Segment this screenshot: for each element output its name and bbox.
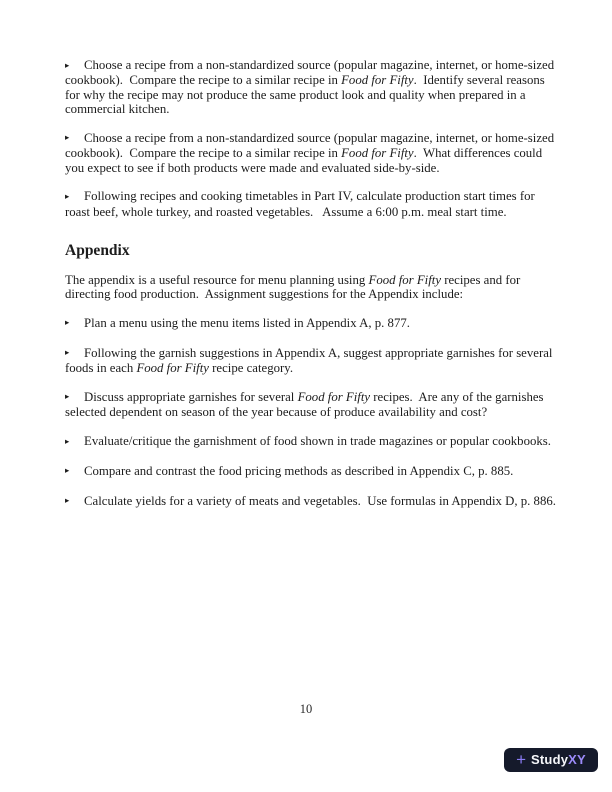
triangle-bullet-icon: ▸ bbox=[65, 59, 70, 70]
text-run: recipes and for directing food production. Assignment suggestions for the Appendix include: bbox=[65, 272, 524, 301]
bullet-item bbox=[65, 494, 562, 509]
text-run: The appendix is a useful resource for menu planning using bbox=[65, 272, 369, 287]
italic-book-title: Food for Fifty bbox=[368, 272, 442, 287]
bullet-item bbox=[65, 58, 562, 116]
triangle-bullet-icon: ▸ bbox=[65, 347, 70, 358]
text-run: Plan a menu using the menu items listed in Appendix A, p. 877. bbox=[84, 315, 410, 330]
plus-icon: + bbox=[516, 749, 527, 769]
appendix-intro-paragraph bbox=[65, 273, 562, 302]
bullet-item bbox=[65, 189, 562, 219]
italic-book-title: Food for Fifty bbox=[136, 360, 209, 375]
bullet-item bbox=[65, 464, 562, 479]
triangle-bullet-icon: ▸ bbox=[65, 391, 70, 402]
triangle-bullet-icon: ▸ bbox=[65, 190, 70, 201]
text-run: Compare and contrast the food pricing methods as described in Appendix C, p. 885. bbox=[84, 463, 514, 478]
text-run: Calculate yields for a variety of meats and vegetables. Use formulas in Appendix D, p. 886. bbox=[84, 493, 556, 508]
italic-book-title: Food for Fifty bbox=[341, 73, 414, 88]
document-content bbox=[65, 58, 562, 524]
logo-text bbox=[531, 751, 586, 769]
text-run: recipe category. bbox=[208, 360, 294, 375]
logo-text-accent: XY bbox=[568, 752, 586, 767]
bullet-item bbox=[65, 434, 562, 449]
triangle-bullet-icon: ▸ bbox=[65, 465, 70, 476]
bullet-item bbox=[65, 131, 562, 175]
assignment-bullet-list bbox=[65, 58, 562, 219]
bullet-item bbox=[65, 390, 562, 420]
bullet-item bbox=[65, 316, 562, 331]
logo-text-primary: Study bbox=[531, 752, 569, 767]
triangle-bullet-icon: ▸ bbox=[65, 435, 70, 446]
italic-book-title: Food for Fifty bbox=[341, 146, 414, 161]
text-run: Choose a recipe from a non-standardized source (popular magazine, internet, or home-sized cookbook). Compare the recipe to a similar recipe in bbox=[65, 58, 558, 88]
text-run: Following the garnish suggestions in Appendix A, suggest appropriate garnishes for several foods in each bbox=[65, 345, 556, 375]
triangle-bullet-icon: ▸ bbox=[65, 317, 70, 328]
text-run: . Identify several reasons for why the recipe may not produce the same product look and quality when prepared in a commercial kitchen. bbox=[65, 73, 548, 117]
triangle-bullet-icon: ▸ bbox=[65, 132, 70, 143]
italic-book-title: Food for Fifty bbox=[297, 389, 371, 404]
text-run: Choose a recipe from a non-standardized source (popular magazine, internet, or home-sized cookbook). Compare the recipe to a similar recipe in bbox=[65, 130, 558, 161]
triangle-bullet-icon: ▸ bbox=[65, 495, 70, 506]
bullet-item bbox=[65, 346, 562, 376]
page-number: 10 bbox=[299, 702, 313, 716]
text-run: Discuss appropriate garnishes for several bbox=[84, 389, 298, 404]
appendix-heading: Appendix bbox=[65, 242, 130, 260]
text-run: Evaluate/critique the garnishment of food shown in trade magazines or popular cookbooks. bbox=[84, 434, 551, 448]
appendix-bullet-list bbox=[65, 316, 562, 509]
studyxy-logo-badge bbox=[504, 748, 598, 772]
text-run: Following recipes and cooking timetables in Part IV, calculate production start times for roast beef, whole turkey, and roasted vegetables. Assume a 6:00 p.m. meal start time. bbox=[65, 189, 538, 219]
text-run: . What differences could you expect to see if both products were made and evaluated side-by-side. bbox=[65, 146, 546, 175]
text-run: recipes. Are any of the garnishes selected dependent on season of the year because of produce availability and cost? bbox=[65, 389, 547, 420]
